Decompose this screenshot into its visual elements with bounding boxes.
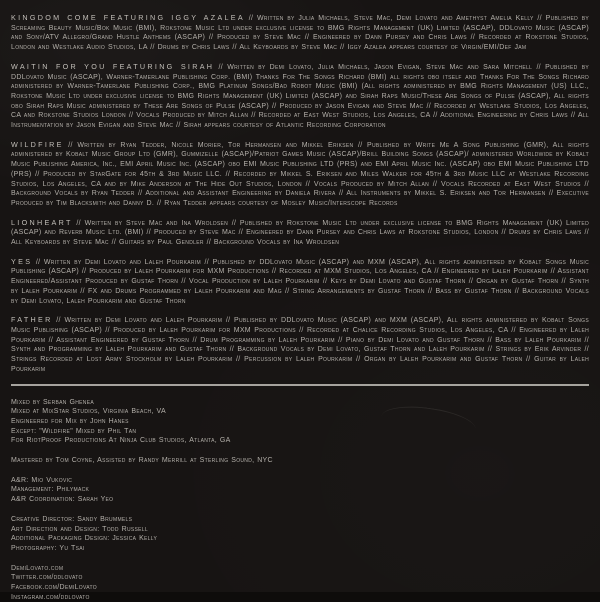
song-credit-section [11,257,589,307]
credit-line: A&R Coordination: Sarah Yeo [11,496,114,504]
mastering-credit [11,456,589,466]
credit-line: Mastered by Tom Coyne, Assisted by Randy Merrill at Sterling Sound, NYC [11,457,273,465]
credit-line: Management: Philymack [11,486,90,494]
credit-line: Except: "Wildfire" Mixed by Phil Tan [11,427,137,435]
song-title: FATHER [11,315,53,325]
section-divider [11,384,589,386]
credit-line: Mixed at MixStar Studios, Virginia Beach, VA [11,408,166,416]
web-links [11,564,589,602]
web-link: DemiLovato.com [11,564,64,572]
song-credit-section [11,315,589,374]
song-credits-text: // Written by Demi Lovato and Laleh Pourkarim // Published by DDLovato Music (ASCAP) and MXM (ASCAP), All rights administered by Kobalt Songs Music Publishing (ASCAP) // Produced by Laleh Pourkarim for MXM Productions // Recorded at MXM Studios, Los Angeles, CA // Engineered by Laleh Pourkarim // Assistant Engineered/Assistant Produced by Gustaf Thorn // Vocal Production by Laleh Pourkarim // Keys by Demi Lovato and Gustaf Thorn // Organ by Gustaf Thorn // Synth by Laleh Pourkarim // FX and Drums Programmed by Laleh Pourkarim and Mag // String Arrangements by Gustaf Thorn // Bass by Gustaf Thorn // Background Vocals by Demi Lovato, Laleh Pourkarim and Gustaf Thorn [11,258,589,305]
web-link: Instagram.com/ddlovato [11,593,90,601]
credit-line: Additional Packaging Design: Jessica Kelly [11,535,158,543]
credit-line: Engineered for Mix by John Hanes [11,417,129,425]
song-credits-text: // Written by Demi Lovato and Laleh Pourkarim // Published by DDLovato Music (ASCAP) and MXM (ASCAP), All rights administered by Kobalt Songs Music Publishing (ASCAP) // Produced by Laleh Pourkarim for MXM Productions // Recorded at Chalice Recording Studios, Los Angeles, CA // Engineered by Laleh Pourkarim // Assistant Engineered by Gustaf Thorn // Drum Programming by Laleh Pourkarim // Piano by Demi Lovato and Gustaf Thorn // Bass by Laleh Pourkarim // Synth and Programming by Laleh Pourkarim and Gustaf Thorn // Background Vocals by Demi Lovato, Gustaf Thorn and Laleh Pourkarim // Strings by Erik Arvinder // Strings Recorded at Lost Army Stockholm by Laleh Pourkarim // Percussion by Laleh Pourkarim // Organ by Laleh Pourkarim and Gustaf Thorn // Guitar by Laleh Pourkarim [11,317,589,373]
mixing-credits [11,398,589,447]
web-link: Facebook.com/DemiLovato [11,584,97,592]
song-credits-text: // Written by Julia Michaels, Steve Mac, Demi Lovato and Amethyst Amelia Kelly // Published by Screaming Beauty Music/Bok Music (BMI), Rokstone Music Ltd under exclusive license to BMG Rights Management (UK) Limited (ASCAP), DDLovato Music (ASCAP) and Sony/ATV Allegro/Grand Hustle Anthems (ASCAP) // Produced by Steve Mac // Engineered by Dann Pursey and Chris Laws // Recorded at Rokstone Studios, London and Westlake Audio Studios, LA // Drums by Chris Laws // All Keyboards by Steve Mac // Iggy Azalea appears courtesy of Virgin/EMI/Def Jam [11,15,589,52]
web-link: Twitter.com/ddlovato [11,574,83,582]
credit-line: For RiotProof Productions At Ninja Club Studios, Atlanta, GA [11,437,231,445]
song-credit-section [11,140,589,209]
credit-line: Art Direction and Design: Todd Russell [11,525,148,533]
creative-credits [11,515,589,554]
song-credit-section [11,13,589,53]
song-title: KINGDOM COME FEATURING IGGY AZALEA [11,13,245,22]
song-credit-section [11,62,589,131]
song-title: WAITIN FOR YOU FEATURING SIRAH [11,61,215,71]
song-title: LIONHEART [11,217,73,227]
song-credit-section [11,218,589,248]
credit-line: Creative Director: Sandy Brummels [11,515,133,523]
credit-line: Photography: Yu Tsai [11,544,85,552]
song-credits-text: // Written by Ryan Tedder, Nicole Morier, Tor Hermansen and Mikkel Eriksen // Published by Write Me A Song Publishing (GMR), All rights administered by Kobalt Music Group Ltd (GMR), Gummizelle (ASCAP)/Patriot Games Music (ASCAP)/Brill Building Songs (ASCAP)/ administered Worldwide by Kobalt Music Publishing America, Inc., EMI April Music Inc. (ASCAP) obo EMI Music Publishing LTD (PRS) and EMI April Music Inc. (ASCAP) obo EMI Music Publishing LTD (PRS) // Produced by StarGate for 45th & 3rd Music LLC. // Recorded by Mikkel S. Eriksen and Miles Walker for 45th & 3rd Music LLC at Westlake Recording Studios, Los Angeles, CA and by Mike Anderson at The Hide Out Studios, London // Vocals Produced by Mitch Allan // Vocals Recorded at East West Studios // Background Vocals by Ryan Tedder // Additional and Assistant Engineering by Daniela Rivera // All Instruments by Mikkel S. Eriksen and Tor Hermansen // Executive Produced by Tim Blacksmith and Danny D. // Ryan Tedder appears courtesy of Mosley Music/Interscope Records [11,141,589,207]
song-credits-text: // Written by Demi Lovato, Julia Michaels, Jason Evigan, Steve Mac and Sara Mitchell // Published by DDLovato Music (ASCAP), Warner-Tamerlane Publishing Corp. (BMI) Thanks For The Songs Richard (BMI) all rights obo itself and Thanks For The Songs Richard administered by Warner-Tamerlane Publishing Corp., BMG Platinum Songs/Bad Robot Music (BMI) (All rights administered by BMG Rights Management (US) LLC., Rokstone Music Ltd under exclusive license to BMG Rights Management (UK) Limited (ASCAP) and Sirah Raps Music/These Are Songs of Pulse (ASCAP), All rights obo Sirah Raps Music administered by These Are Songs of Pulse (ASCAP) // Produced by Jason Evigan and Steve Mac // Recorded at Westlake Studios, Los Angeles, CA and Rokstone Studios London // Vocals Produced by Mitch Allan // Recorded at East West Studios, Los Angeles, CA // Additional Engineering by Chris Laws // All Instrumentation by Jason Evigan and Steve Mac // Sirah appears courtesy of Atlantic Recording Corporation [11,63,589,130]
ar-credits [11,476,589,505]
song-credits-text: // Written by Steve Mac and Ina Wroldsen // Published by Rokstone Music Ltd under exclusive license to BMG Rights Management (UK) Limited (ASCAP) and Reverb Music Ltd. (BMI) // Produced by Steve Mac // Engineered by Dann Pursey and Chris Laws at Rokstone Studios, London // Drums by Chris Laws // All Keyboards by Steve Mac // Guitars by Paul Gendler // Background Vocals by Ina Wroldsen [11,219,589,247]
credit-line: A&R: Mio Vukovic [11,476,73,484]
credit-line: Mixed by Serban Ghenea [11,398,94,406]
song-title: WILDFIRE [11,139,64,149]
song-title: YES [11,256,33,266]
